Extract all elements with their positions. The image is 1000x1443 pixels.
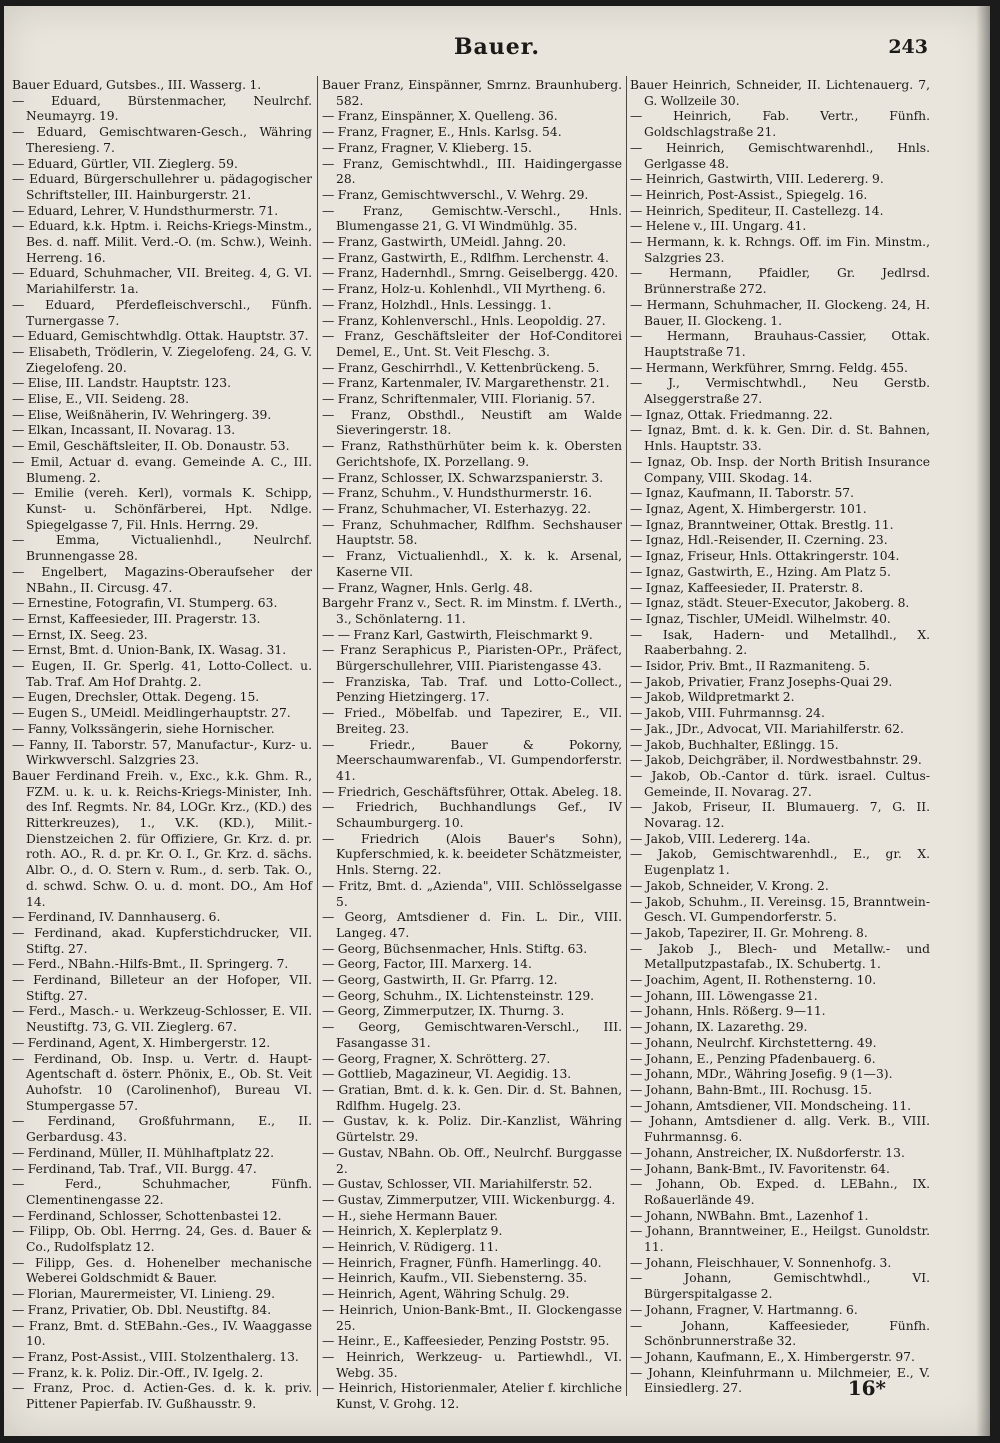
entry-list	[12, 78, 312, 1413]
list-item: — Emil, Geschäftsleiter, II. Ob. Donaustr. 53.	[12, 439, 290, 454]
list-item: Bauer Franz, Einspänner, Smrnz. Braunhuberg. 582.	[322, 78, 622, 108]
list-item: — Johann, Bank-Bmt., IV. Favoritenstr. 64.	[630, 1161, 890, 1176]
page-edge-shadow	[976, 6, 990, 1436]
list-item: — Eduard, Gemischtwhdlg. Ottak. Hauptstr. 37.	[12, 329, 309, 344]
list-item: — Hermann, Brauhaus-Cassier, Ottak. Hauptstraße 71.	[630, 329, 930, 359]
list-item: — Georg, Zimmerputzer, IX. Thurng. 3.	[322, 1004, 565, 1019]
list-item: — Johann, Bahn-Bmt., III. Rochusg. 15.	[630, 1083, 873, 1097]
list-item: — Fried., Möbelfab. und Tapezirer, E., VII. Breiteg. 23.	[322, 706, 622, 736]
list-item: — Franz, Gemischtwverschl., V. Wehrg. 29.	[322, 187, 589, 202]
list-item: — Ernst, Kaffeesieder, III. Pragerstr. 13.	[12, 611, 261, 626]
list-item: — Franz, Holzhdl., Hnls. Lessingg. 1.	[322, 297, 552, 312]
list-item: — Johann, IX. Lazarethg. 29.	[630, 1020, 808, 1035]
list-item: — Franz, k. k. Poliz. Dir.-Off., IV. Igelg. 2.	[12, 1365, 264, 1380]
list-item: — Eduard, Gemischtwaren-Gesch., Währing Theresieng. 7.	[12, 125, 312, 155]
list-item: — Ferdinand, akad. Kupferstichdrucker, VII. Stiftg. 27.	[12, 925, 312, 956]
list-item: — Ignaz, Agent, X. Himbergerstr. 101.	[630, 501, 867, 516]
list-item: — Eugen S., UMeidl. Meidlingerhauptstr. 27.	[12, 706, 291, 721]
list-item: — Heinrich, Fab. Vertr., Fünfh. Goldschlagstraße 21.	[630, 109, 930, 140]
list-item: — H., siehe Hermann Bauer.	[322, 1208, 498, 1223]
list-item: — Eduard, Gürtler, VII. Zieglerg. 59.	[12, 156, 238, 171]
list-item: — Ferd., Schuhmacher, Fünfh. Clementinengasse 22.	[12, 1177, 312, 1207]
column-divider	[626, 76, 627, 1396]
list-item: — Johann, Gemischtwhdl., VI. Bürgerspitalgasse 2.	[630, 1271, 930, 1302]
list-item: — Johann, Amtsdiener, VII. Mondscheing. 11.	[630, 1098, 912, 1113]
list-item: — Gratian, Bmt. d. k. k. Gen. Dir. d. St. Bahnen, Rdlfhm. Hugelg. 23.	[322, 1083, 622, 1113]
list-item: — Elkan, Incassant, II. Novarag. 13.	[12, 423, 236, 438]
list-item: — Jakob, Deichgräber, il. Nordwestbahnstr. 29.	[630, 753, 922, 768]
list-item: — Johann, MDr., Währing Josefig. 9 (1—3).	[630, 1067, 893, 1082]
column-3	[630, 78, 930, 1396]
list-item: — Georg, Factor, III. Marxerg. 14.	[322, 957, 532, 972]
list-item: — Heinrich, X. Keplerplatz 9.	[322, 1224, 503, 1239]
list-item: — Joachim, Agent, II. Rothensterng. 10.	[630, 973, 877, 988]
list-item: — Ignaz, Hdl.-Reisender, II. Czerning. 23.	[630, 533, 888, 548]
list-item: — Franz, Schuhm., V. Hundsthurmerstr. 16.	[322, 486, 593, 501]
list-item: — Heinrich, Union-Bank-Bmt., II. Glockengasse 25.	[322, 1302, 622, 1333]
list-item: — Ernestine, Fotografin, VI. Stumperg. 63.	[12, 596, 278, 611]
list-item: — Ignaz, Gastwirth, E., Hzing. Am Platz 5.	[630, 564, 891, 579]
list-item: — Ferdinand, Tab. Traf., VII. Burgg. 47.	[12, 1161, 257, 1176]
list-item: — Fritz, Bmt. d. „Azienda", VIII. Schlösselgasse 5.	[322, 878, 622, 909]
list-item: — Heinrich, Gastwirth, VIII. Ledererg. 9.	[630, 172, 884, 187]
list-item: — Jakob, VIII. Fuhrmannsg. 24.	[630, 706, 825, 721]
list-item: — Hermann, k. k. Rchngs. Off. im Fin. Minstm., Salzgries 23.	[630, 235, 930, 265]
list-item: — Johann, Fragner, V. Hartmanng. 6.	[630, 1302, 858, 1317]
list-item: — Friedrich, Buchhandlungs Gef., IV Schaumburgerg. 10.	[322, 800, 622, 831]
list-item: — Heinrich, Kaufm., VII. Siebensterng. 35.	[322, 1271, 588, 1286]
list-item: — Ferd., Masch.- u. Werkzeug-Schlosser, E. VII. Neustiftg. 73, G. VII. Zieglerg. 67.	[12, 1004, 312, 1035]
list-item: — Franz, Wagner, Hnls. Gerlg. 48.	[322, 580, 533, 595]
list-item: — Franz, Schlosser, IX. Schwarzspanierstr. 3.	[322, 470, 604, 485]
list-item: — Franz, Geschirrhdl., V. Kettenbrückeng. 5.	[322, 360, 600, 375]
list-item: — Johann, Kaufmann, E., X. Himbergerstr. 97.	[630, 1349, 915, 1364]
list-item: — Ferdinand, Schlosser, Schottenbastei 12.	[12, 1208, 282, 1223]
list-item: — Franz, Kohlenverschl., Hnls. Leopoldig. 27.	[322, 313, 606, 328]
list-item: — Heinrich, Agent, Währing Schulg. 29.	[322, 1287, 570, 1302]
list-item: — Eduard, k.k. Hptm. i. Reichs-Kriegs-Minstm., Bes. d. naff. Milit. Verd.-O. (m. Schw.), Weinh. Herreng. 16.	[12, 219, 312, 265]
list-item: — Heinrich, Fragner, Fünfh. Hamerlingg. 40.	[322, 1255, 602, 1270]
list-item: — Fanny, Volkssängerin, siehe Hornischer.	[12, 721, 275, 736]
list-item: — Heinrich, Spediteur, II. Castellezg. 14.	[630, 203, 884, 218]
list-item: — Heinrich, Gemischtwarenhdl., Hnls. Gerlgasse 48.	[630, 140, 930, 171]
list-item: — Johann, Ob. Exped. d. LEBahn., IX. Roßauerlände 49.	[630, 1177, 930, 1207]
list-item: — Ignaz, Kaffeesieder, II. Praterstr. 8.	[630, 580, 864, 595]
list-item: — Franz, Geschäftsleiter der Hof-Conditorei Demel, E., Unt. St. Veit Fleschg. 3.	[322, 329, 622, 359]
list-item: — Georg, Schuhm., IX. Lichtensteinstr. 129.	[322, 988, 595, 1003]
list-item: — Ignaz, Tischler, UMeidl. Wilhelmstr. 40.	[630, 611, 891, 626]
list-item: — Franz, Proc. d. Actien-Ges. d. k. k. priv. Pittener Papierfab. IV. Gußhausstr. 9.	[12, 1381, 312, 1412]
list-item: — Engelbert, Magazins-Oberaufseher der NBahn., II. Circusg. 47.	[12, 564, 312, 595]
list-item: — Johann, Fleischhauer, V. Sonnenhofg. 3.	[630, 1255, 892, 1270]
list-item: — Elise, Weißnäherin, IV. Wehringerg. 39.	[12, 407, 272, 422]
list-item: — Franziska, Tab. Traf. und Lotto-Collect., Penzing Hietzingerg. 17.	[322, 674, 622, 705]
list-item: Bauer Ferdinand Freih. v., Exc., k.k. Ghm. R., FZM. u. k. u. k. Reichs-Kriegs-Minister, Inh. des Inf. Regmts. Nr. 84, LOGr. Krz., (KD.) des Ritterkreuzes), 1., V.K. (KD.), Milit.-Dienstzeichen 2. für Offiziere, Gr. Krz. d. pr. roth. AO., R. d. pr. Kr. O. I., Gr. Krz. d. sächs. Albr. O., d. O. Stern v. Rum., d. serb. Tak. O., d. schwd. Schw. O. u. d. mont. DO., Am Hof 14.	[12, 768, 312, 909]
list-item: — Georg, Büchsenmacher, Hnls. Stiftg. 63.	[322, 941, 588, 956]
list-item: — Franz, Post-Assist., VIII. Stolzenthalerg. 13.	[12, 1349, 299, 1364]
list-item: — Johann, Kaffeesieder, Fünfh. Schönbrunnerstraße 32.	[630, 1318, 930, 1349]
list-item: — — Franz Karl, Gastwirth, Fleischmarkt 9.	[322, 627, 593, 642]
list-item: — Eugen, Drechsler, Ottak. Degeng. 15.	[12, 690, 260, 705]
list-item: — Gustav, Zimmerputzer, VIII. Wickenburgg. 4.	[322, 1192, 616, 1207]
list-item: Bauer Eduard, Gutsbes., III. Wasserg. 1.	[12, 78, 262, 92]
list-item: — Elisabeth, Trödlerin, V. Ziegelofeng. 24, G. V. Ziegelofeng. 20.	[12, 344, 312, 375]
list-item: — Jakob, Buchhalter, Eßlingg. 15.	[630, 737, 839, 752]
list-item: — Ignaz, Ob. Insp. der North British Insurance Company, VIII. Skodag. 14.	[630, 454, 930, 485]
list-item: — Jakob, Schuhm., II. Vereinsg. 15, Branntwein-Gesch. VI. Gumpendorferstr. 5.	[630, 894, 930, 925]
directory-page	[4, 6, 990, 1436]
list-item: — Ignaz, Ottak. Friedmanng. 22.	[630, 407, 833, 422]
list-item: — Friedrich, Geschäftsführer, Ottak. Abeleg. 18.	[322, 784, 622, 799]
list-item: — Emilie (vereh. Kerl), vormals K. Schipp, Kunst- u. Schönfärberei, Hpt. Ndlge. Spiegelgasse 7, Fil. Hnls. Herrng. 29.	[12, 486, 312, 532]
list-item: — Jakob, Privatier, Franz Josephs-Quai 29.	[630, 674, 893, 689]
list-item: — Franz, Kartenmaler, IV. Margarethenstr. 21.	[322, 376, 610, 391]
column-2	[322, 78, 622, 1412]
list-item: — Jakob, Wildpretmarkt 2.	[630, 690, 795, 705]
signature-mark: 16*	[847, 1376, 886, 1400]
list-item: — Isidor, Priv. Bmt., II Razmaniteng. 5.	[630, 659, 871, 674]
list-item: — Eduard, Bürgerschullehrer u. pädagogischer Schriftsteller, III. Hainburgerstr. 21.	[12, 172, 312, 202]
list-item: — Franz, Holz-u. Kohlenhdl., VII Myrtheng. 6.	[322, 282, 606, 297]
entry-list	[322, 78, 622, 1413]
list-item: — Franz, Gemischtwhdl., III. Haidingergasse 28.	[322, 156, 622, 187]
list-item: — Franz, Privatier, Ob. Dbl. Neustiftg. 84.	[12, 1302, 272, 1317]
list-item: — Filipp, Ob. Obl. Herrng. 24, Ges. d. Bauer & Co., Rudolfsplatz 12.	[12, 1224, 312, 1255]
list-item: — Eduard, Pferdefleischverschl., Fünfh. Turnergasse 7.	[12, 297, 312, 328]
list-item: — Ferdinand, Billeteur an der Hofoper, VII. Stiftg. 27.	[12, 973, 312, 1003]
list-item: — Franz, Hadernhdl., Smrng. Geiselbergg. 420.	[322, 266, 619, 281]
list-item: — Franz, Einspänner, X. Quelleng. 36.	[322, 109, 558, 124]
list-item: — Georg, Gastwirth, II. Gr. Pfarrg. 12.	[322, 973, 558, 988]
list-item: — Eduard, Lehrer, V. Hundsthurmerstr. 71.	[12, 203, 279, 218]
list-item: — Friedrich (Alois Bauer's Sohn), Kupferschmied, k. k. beeideter Schätzmeister, Hnls. Sterng. 22.	[322, 831, 622, 878]
list-item: — Emil, Actuar d. evang. Gemeinde A. C., III. Blumeng. 2.	[12, 454, 312, 485]
list-item: — Ferdinand, Großfuhrmann, E., II. Gerbardusg. 43.	[12, 1114, 312, 1145]
list-item: — Johann, NWBahn. Bmt., Lazenhof 1.	[630, 1208, 869, 1223]
list-item: — Franz, Gemischtw.-Verschl., Hnls. Blumengasse 21, G. VI Windmühlg. 35.	[322, 203, 622, 234]
list-item: — Jak., JDr., Advocat, VII. Mariahilferstr. 62.	[630, 721, 904, 736]
list-item: — Jakob, Gemischtwarenhdl., E., gr. X. Eugenplatz 1.	[630, 847, 930, 878]
list-item: — Johann, Anstreicher, IX. Nußdorferstr. 13.	[630, 1145, 905, 1160]
entry-list	[630, 78, 930, 1397]
list-item: — Jakob, Schneider, V. Krong. 2.	[630, 878, 829, 893]
list-item: — Jakob, Ob.-Cantor d. türk. israel. Cultus-Gemeinde, II. Novarag. 27.	[630, 768, 930, 799]
list-item: Bargehr Franz v., Sect. R. im Minstm. f. LVerth., 3., Schönlaterng. 11.	[322, 596, 622, 626]
list-item: — Ignaz, Bmt. d. k. k. Gen. Dir. d. St. Bahnen, Hnls. Hauptstr. 33.	[630, 423, 930, 454]
list-item: — Elise, E., VII. Seideng. 28.	[12, 392, 190, 407]
list-item: — Ignaz, Friseur, Hnls. Ottakringerstr. 104.	[630, 549, 900, 564]
page-number: 243	[888, 36, 928, 58]
list-item: — Ignaz, städt. Steuer-Executor, Jakoberg. 8.	[630, 596, 910, 611]
list-item: — Hermann, Werkführer, Smrng. Feldg. 455.	[630, 360, 908, 375]
list-item: — Gustav, Schlosser, VII. Mariahilferstr. 52.	[322, 1177, 593, 1192]
list-item: — Franz, Fragner, E., Hnls. Karlsg. 54.	[322, 125, 562, 140]
column-1	[12, 78, 312, 1412]
list-item: — Jakob, Friseur, II. Blumauerg. 7, G. II. Novarag. 12.	[630, 800, 930, 831]
list-item: — Filipp, Ges. d. Hohenelber mechanische Weberei Goldschmidt & Bauer.	[12, 1255, 312, 1286]
column-divider	[317, 76, 318, 1396]
list-item: — Franz, Gastwirth, E., Rdlfhm. Lerchenstr. 4.	[322, 250, 609, 265]
list-item: — Emma, Victualienhdl., Neulrchf. Brunnengasse 28.	[12, 533, 312, 564]
list-item: — Ernst, IX. Seeg. 23.	[12, 627, 148, 642]
list-item: — Ernst, Bmt. d. Union-Bank, IX. Wasag. 31.	[12, 643, 287, 658]
list-item: — Franz, Bmt. d. StEBahn.-Ges., IV. Waaggasse 10.	[12, 1318, 312, 1349]
list-item: — Franz, Schriftenmaler, VIII. Florianig. 57.	[322, 392, 596, 407]
list-item: — Eduard, Schuhmacher, VII. Breiteg. 4, G. VI. Mariahilferstr. 1a.	[12, 266, 312, 297]
list-item: — Jakob J., Blech- und Metallw.- und Metallputzpastafab., IX. Schubertg. 1.	[630, 941, 930, 972]
list-item: — Hermann, Schuhmacher, II. Glockeng. 24, H. Bauer, II. Glockeng. 1.	[630, 297, 930, 328]
list-item: — Ferdinand, Ob. Insp. u. Vertr. d. Haupt-Agentschaft d. österr. Phönix, E., Ob. St. Veit Auhofstr. 10 (Carolinenhof), Bureau VI. Stumpergasse 57.	[12, 1051, 312, 1113]
list-item: — Ignaz, Kaufmann, II. Taborstr. 57.	[630, 486, 855, 501]
list-item: — Gottlieb, Magazineur, VI. Aegidig. 13.	[322, 1067, 572, 1082]
list-item: — Franz, Schuhmacher, Rdlfhm. Sechshauser Hauptstr. 58.	[322, 517, 622, 548]
list-item: — Franz, Victualienhdl., X. k. k. Arsenal, Kaserne VII.	[322, 549, 622, 579]
list-item: — Heinrich, V. Rüdigerg. 11.	[322, 1240, 499, 1255]
list-item: — Florian, Maurermeister, VI. Linieng. 29.	[12, 1287, 276, 1302]
list-item: — Isak, Hadern- und Metallhdl., X. Raaberbahng. 2.	[630, 627, 930, 658]
page-header	[4, 34, 990, 64]
list-item: — Heinr., E., Kaffeesieder, Penzing Poststr. 95.	[322, 1334, 610, 1349]
page-title: Bauer.	[453, 34, 541, 60]
list-item: — Franz, Obsthdl., Neustift am Walde Sieveringerstr. 18.	[322, 407, 622, 438]
list-item: — Heinrich, Werkzeug- u. Partiewhdl., VI. Webg. 35.	[322, 1349, 622, 1380]
list-item: — J., Vermischtwhdl., Neu Gerstb. Alseggerstraße 27.	[630, 376, 930, 407]
list-item: — Georg, Amtsdiener d. Fin. L. Dir., VIII. Langeg. 47.	[322, 910, 622, 940]
list-item: — Franz Seraphicus P., Piaristen-OPr., Präfect, Bürgerschullehrer, VIII. Piaristengasse 43.	[322, 643, 622, 674]
list-item: — Gustav, NBahn. Ob. Off., Neulrchf. Burggasse 2.	[322, 1145, 622, 1176]
list-item: — Johann, Branntweiner, E., Heilgst. Gunoldstr. 11.	[630, 1224, 930, 1255]
list-item: — Franz, Gastwirth, UMeidl. Jahng. 20.	[322, 235, 567, 250]
list-item: — Heinrich, Historienmaler, Atelier f. kirchliche Kunst, V. Grohg. 12.	[322, 1381, 622, 1412]
list-item: — Johann, Hnls. Rößerg. 9—11.	[630, 1004, 826, 1019]
list-item: — Gustav, k. k. Poliz. Dir.-Kanzlist, Währing Gürtelstr. 29.	[322, 1114, 622, 1145]
list-item: — Georg, Fragner, X. Schrötterg. 27.	[322, 1051, 551, 1066]
list-item: — Ferdinand, Agent, X. Himbergerstr. 12.	[12, 1035, 271, 1050]
list-item: — Hermann, Pfaidler, Gr. Jedlrsd. Brünnerstraße 272.	[630, 266, 930, 297]
list-item: — Helene v., III. Ungarg. 41.	[630, 219, 807, 234]
list-item: — Franz, Fragner, V. Klieberg. 15.	[322, 140, 532, 155]
list-item: — Johann, Amtsdiener d. allg. Verk. B., VIII. Fuhrmannsg. 6.	[630, 1114, 930, 1145]
list-item: — Johann, E., Penzing Pfadenbauerg. 6.	[630, 1051, 876, 1066]
list-item: — Fanny, II. Taborstr. 57, Manufactur-, Kurz- u. Wirkwverschl. Salzgries 23.	[12, 737, 312, 768]
list-item: — Ferdinand, Müller, II. Mühlhaftplatz 22.	[12, 1145, 275, 1160]
list-item: — Ferdinand, IV. Dannhauserg. 6.	[12, 910, 221, 925]
list-item: — Ferd., NBahn.-Hilfs-Bmt., II. Springerg. 7.	[12, 957, 289, 972]
list-item: — Johann, Neulrchf. Kirchstetterng. 49.	[630, 1035, 877, 1050]
list-item: — Georg, Gemischtwaren-Verschl., III. Fasangasse 31.	[322, 1020, 622, 1050]
list-item: Bauer Heinrich, Schneider, II. Lichtenauerg. 7, G. Wollzeile 30.	[630, 78, 930, 108]
list-item: — Jakob, Tapezirer, II. Gr. Mohreng. 8.	[630, 925, 868, 940]
list-item: — Johann, III. Löwengasse 21.	[630, 988, 818, 1003]
list-item: — Franz, Rathsthürhüter beim k. k. Obersten Gerichtshofe, IX. Porzellang. 9.	[322, 439, 622, 469]
list-item: — Eugen, II. Gr. Sperlg. 41, Lotto-Collect. u. Tab. Traf. Am Hof Drahtg. 2.	[12, 659, 312, 689]
list-item: — Heinrich, Post-Assist., Spiegelg. 16.	[630, 187, 868, 202]
list-item: — Jakob, VIII. Ledererg. 14a.	[630, 831, 811, 846]
list-item: — Franz, Schuhmacher, VI. Esterhazyg. 22.	[322, 501, 592, 516]
list-item: — Ignaz, Branntweiner, Ottak. Brestlg. 11.	[630, 517, 894, 532]
list-item: — Friedr., Bauer & Pokorny, Meerschaumwarenfab., VI. Gumpendorferstr. 41.	[322, 737, 622, 783]
list-item: — Eduard, Bürstenmacher, Neulrchf. Neumayrg. 19.	[12, 93, 312, 124]
list-item: — Elise, III. Landstr. Hauptstr. 123.	[12, 376, 231, 391]
list-item: — Johann, Kleinfuhrmann u. Milchmeier, E., V. Einsiedlerg. 27.	[630, 1365, 930, 1396]
